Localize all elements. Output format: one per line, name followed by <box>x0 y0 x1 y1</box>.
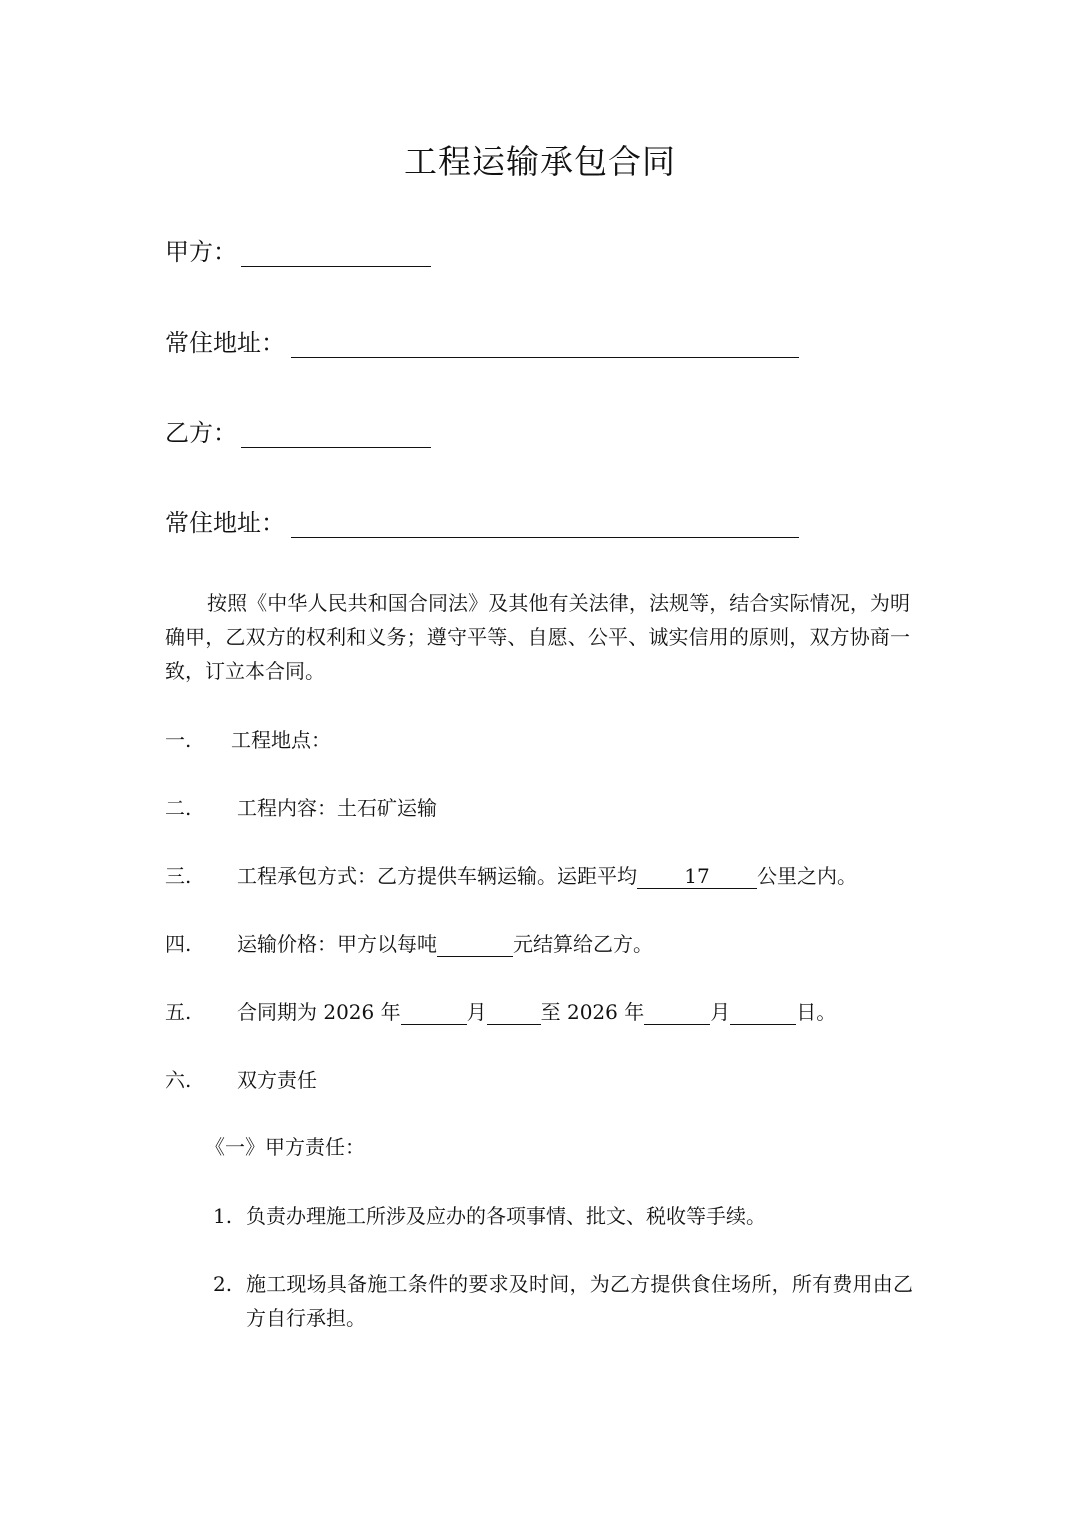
clause-5-day: 日。 <box>796 1000 837 1024</box>
clause-6 <box>165 1066 317 1094</box>
clause-6-text: 双方责任 <box>237 1068 317 1092</box>
clause-2-num: 二. <box>165 796 192 820</box>
clause-1 <box>165 726 331 754</box>
party-b-label: 乙方： <box>165 419 237 447</box>
start-day-blank <box>487 1000 541 1025</box>
clause-2 <box>165 794 437 822</box>
party-b-address-row <box>165 503 799 538</box>
party-a-row <box>165 232 431 267</box>
contract-title: 工程运输承包合同 <box>404 142 676 181</box>
clause-5-month1: 月 <box>466 1000 487 1024</box>
intro-paragraph: 按照《中华人民共和国合同法》及其他有关法律，法规等，结合实际情况，为明确甲，乙双方的权利和义务；遵守平等、自愿、公平、诚实信用的原则，双方协商一致，订立本合同。 <box>165 591 910 683</box>
duty-item-text: 负责办理施工所涉及应办的各项事情、批文、税收等手续。 <box>246 1204 766 1228</box>
end-day-blank <box>730 1000 796 1025</box>
clause-4-text-b: 元结算给乙方。 <box>513 932 653 956</box>
party-a-address-label: 常住地址： <box>165 329 285 357</box>
party-a-address-blank <box>291 329 799 358</box>
clause-1-num: 一. <box>165 728 192 752</box>
clause-4-num: 四. <box>165 932 192 956</box>
party-b-address-blank <box>291 509 799 538</box>
end-month-blank <box>644 1000 710 1025</box>
clause-1-text: 工程地点： <box>231 728 331 752</box>
duty-item <box>213 1199 913 1233</box>
clause-3-num: 三. <box>165 864 192 888</box>
duty-item-num: 2. <box>213 1272 233 1296</box>
start-month-blank <box>401 1000 467 1025</box>
clause-5-num: 五. <box>165 1000 192 1024</box>
party-b-blank <box>241 419 431 448</box>
clause-5-to-year: 至 2026 年 <box>540 1000 645 1024</box>
price-blank <box>437 932 513 957</box>
clause-4-text-a: 运输价格：甲方以每吨 <box>237 932 437 956</box>
duty-item <box>213 1267 913 1335</box>
clause-3 <box>165 862 857 890</box>
clause-4 <box>165 930 653 958</box>
party-a-label: 甲方： <box>165 238 237 266</box>
party-b-address-label: 常住地址： <box>165 509 285 537</box>
clause-3-text-b: 公里之内。 <box>757 864 857 888</box>
clause-3-text-a: 工程承包方式：乙方提供车辆运输。运距平均 <box>237 864 637 888</box>
clause-5 <box>165 998 836 1026</box>
party-a-duties-heading: 《一》甲方责任： <box>205 1135 365 1159</box>
clause-5-month2: 月 <box>710 1000 731 1024</box>
duty-item-num: 1. <box>213 1204 233 1228</box>
party-b-row <box>165 413 431 448</box>
clause-6-num: 六. <box>165 1068 192 1092</box>
party-a-address-row <box>165 323 799 358</box>
clause-5-text-a: 合同期为 2026 年 <box>237 1000 401 1024</box>
clause-2-text: 工程内容：土石矿运输 <box>237 796 437 820</box>
distance-value: 17 <box>637 864 757 889</box>
duty-item-text: 施工现场具备施工条件的要求及时间，为乙方提供食住场所，所有费用由乙方自行承担。 <box>246 1272 913 1330</box>
party-a-blank <box>241 238 431 267</box>
